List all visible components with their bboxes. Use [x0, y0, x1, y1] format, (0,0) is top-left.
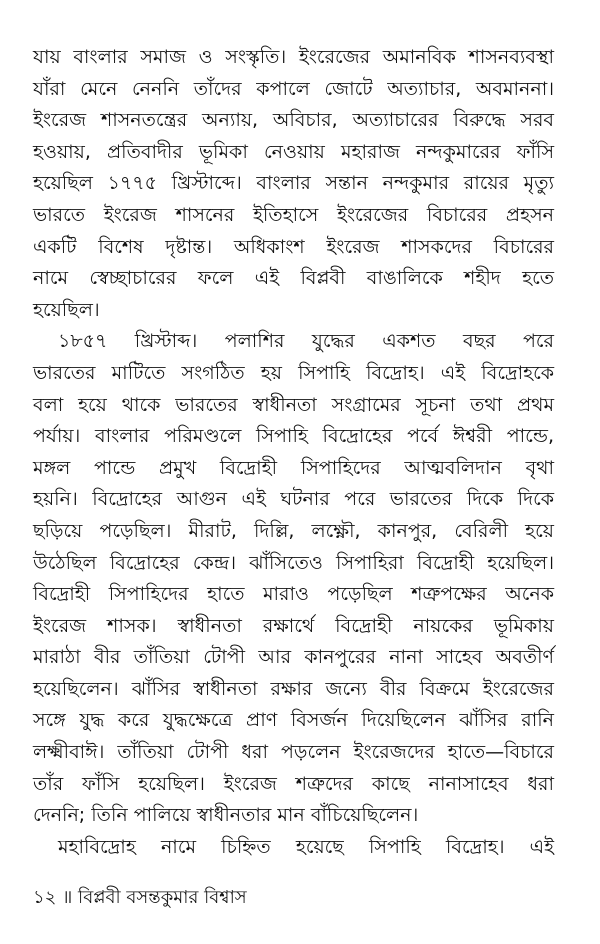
text-line: মঙ্গল পান্ডে প্রমুখ বিদ্রোহী সিপাহিদের আত্মবলিদান বৃথা	[33, 456, 554, 479]
text-line: ১৮৫৭ খ্রিস্টাব্দ। পলাশির যুদ্ধের একশত বছর পরে	[58, 330, 554, 353]
text-line: সঙ্গে যুদ্ধ করে যুদ্ধক্ষেত্রে প্রাণ বিসর্জন দিয়েছিলেন ঝাঁসির রানি	[33, 709, 554, 732]
text-line: একটি বিশেষ দৃষ্টান্ত। অধিকাংশ ইংরেজ শাসকদের বিচারের	[33, 235, 554, 258]
text-line: হয়েছিল।	[33, 298, 100, 321]
text-line: লক্ষ্মীবাঈ। তাঁতিয়া টোপী ধরা পড়লেন ইংরেজদের হাতে—বিচারে	[33, 741, 554, 764]
text-line: হয়েছিলেন। ঝাঁসির স্বাধীনতা রক্ষার জন্যে বীর বিক্রমে ইংরেজের	[33, 677, 554, 700]
text-line: ইংরেজ শাসক। স্বাধীনতা রক্ষার্থে বিদ্রোহী নায়কের ভূমিকায়	[33, 614, 554, 637]
text-line: ছড়িয়ে পড়েছিল। মীরাট, দিল্লি, লক্ষ্ণৌ, কানপুর, বেরিলী হয়ে	[33, 519, 554, 542]
page-body-text	[33, 42, 554, 863]
text-line: যাঁরা মেনে নেননি তাঁদের কপালে জোটে অত্যাচার, অবমাননা।	[33, 77, 554, 100]
page-number: ১২	[33, 887, 57, 908]
text-line: হয়েছিল ১৭৭৫ খ্রিস্টাব্দে। বাংলার সন্তান নন্দকুমার রায়ের মৃত্যু	[33, 172, 554, 195]
running-title: বিপ্লবী বসন্তকুমার বিশ্বাস	[78, 887, 247, 908]
page-footer	[33, 884, 247, 912]
text-line: হওয়ায়, প্রতিবাদীর ভূমিকা নেওয়ায় মহারাজ নন্দকুমারের ফাঁসি	[33, 140, 554, 163]
text-line: যায় বাংলার সমাজ ও সংস্কৃতি। ইংরেজের অমানবিক শাসনব্যবস্থা	[33, 46, 554, 68]
text-line: ভারতে ইংরেজ শাসনের ইতিহাসে ইংরেজের বিচারের প্রহসন	[33, 203, 554, 226]
text-line: ভারতের মাটিতে সংগঠিত হয় সিপাহি বিদ্রোহ। এই বিদ্রোহকে	[33, 361, 554, 384]
text-line: মহাবিদ্রোহ নামে চিহ্নিত হয়েছে সিপাহি বিদ্রোহ। এই	[58, 835, 554, 858]
text-line: দেননি; তিনি পালিয়ে স্বাধীনতার মান বাঁচিয়েছিলেন।	[33, 804, 419, 827]
text-line: হয়নি। বিদ্রোহের আগুন এই ঘটনার পরে ভারতের দিকে দিকে	[33, 488, 554, 511]
text-line: বলা হয়ে থাকে ভারতের স্বাধীনতা সংগ্রামের সূচনা তথা প্রথম	[33, 393, 554, 416]
text-line: বিদ্রোহী সিপাহিদের হাতে মারাও পড়েছিল শত্রুপক্ষের অনেক	[33, 583, 554, 606]
footer-separator: ॥	[62, 887, 73, 908]
text-line: নামে স্বেচ্ছাচারের ফলে এই বিপ্লবী বাঙালিকে শহীদ হতে	[33, 267, 554, 290]
text-line: উঠেছিল বিদ্রোহের কেন্দ্র। ঝাঁসিতেও সিপাহিরা বিদ্রোহী হয়েছিল।	[33, 551, 554, 574]
text-line: তাঁর ফাঁসি হয়েছিল। ইংরেজ শত্রুদের কাছে নানাসাহেব ধরা	[33, 772, 554, 795]
text-line: মারাঠা বীর তাঁতিয়া টোপী আর কানপুরের নানা সাহেব অবতীর্ণ	[33, 646, 554, 669]
text-line: ইংরেজ শাসনতন্ত্রের অন্যায়, অবিচার, অত্যাচারের বিরুদ্ধে সরব	[33, 109, 554, 132]
text-line: পর্যায়। বাংলার পরিমণ্ডলে সিপাহি বিদ্রোহের পর্বে ঈশ্বরী পান্ডে,	[33, 425, 554, 448]
